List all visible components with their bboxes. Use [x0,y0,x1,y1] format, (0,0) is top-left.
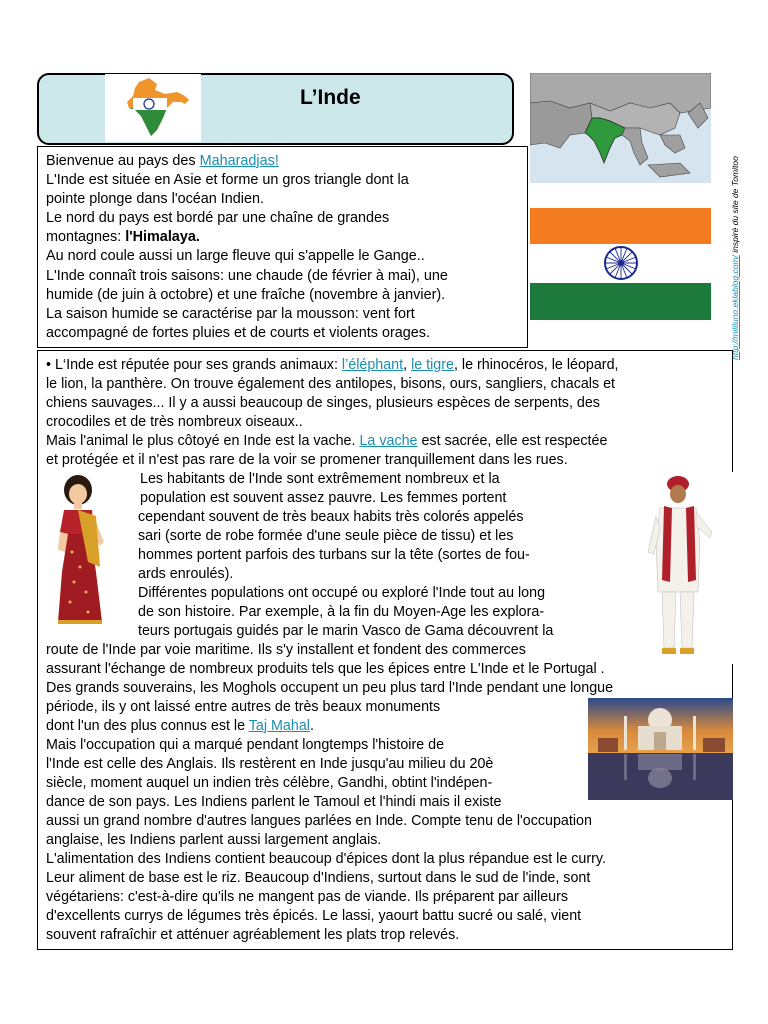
intro-line: La saison humide se caractérise par la mousson: vent fort [46,305,415,322]
intro-line: Le nord du pays est bordé par une chaîne de grandes [46,210,390,227]
intro-line: accompagné de fortes pluies et de courts et violents orages. [46,324,430,341]
page-title: L’Inde [300,86,361,109]
main-line: , [403,357,412,373]
intro-line: pointe plonge dans l'océan Indien. [46,191,264,208]
main-line: période, ils y ont laissé entre autres de très beaux monuments [46,699,441,715]
himalaya-bold: l'Himalaya. [125,229,200,246]
main-line: dance de son pays. Les Indiens parlent le Tamoul et l'hindi mais il existe [46,794,502,810]
main-line: est sacrée, elle est respectée [417,433,608,449]
elephant-link[interactable]: l’éléphant [341,357,404,373]
main-line: végétariens: c'est-à-dire qu'ils ne mangent pas de viande. Ils préparent par ailleurs [46,889,569,905]
maharadjas-link[interactable]: Maharadjas! [199,153,279,169]
tiger-link[interactable]: le tigre [411,357,454,373]
india-map-icon [105,74,201,142]
main-line: , le rhinocéros, le léopard, [453,357,619,373]
main-line: L'alimentation des Indiens contient beaucoup d'épices dont la plus répandue est le curry. [46,851,606,867]
main-line: de son histoire. Par exemple, à la fin du Moyen-Age les explora- [138,604,545,620]
intro-line: Bienvenue au pays des [46,153,200,169]
main-line: dont l'un des plus connus est le [46,718,249,734]
main-line: siècle, moment auquel un indien très célèbre, Gandhi, obtint l'indépen- [46,775,493,791]
main-line: ards enroulés). [138,566,234,582]
main-line: Leur aliment de base est le riz. Beaucoup d'Indiens, surtout dans le sud de l'inde, sont [46,870,591,886]
main-line: anglaise, les Indiens parlent aussi largement anglais. [46,832,382,848]
intro-line: humide (de juin à octobre) et une fraîche (novembre à janvier). [46,286,446,303]
credit-link[interactable]: http://mililuno.eklablog.com/ [730,255,740,360]
main-line: . [309,718,314,734]
sari-woman-image [38,472,122,630]
main-line: assurant l'échange de nombreux produits tels que les épices entre L'Inde et le Portugal . [46,661,605,677]
main-line: l'Inde est celle des Anglais. Ils restèrent en Inde jusqu'au milieu du 20è [46,756,494,772]
main-line: Différentes populations ont occupé ou exploré l'Inde tout au long [138,585,546,601]
main-line: • L‘Inde est réputée pour ses grands animaux: [46,357,342,373]
india-flag [530,208,711,320]
main-line: d'excellents currys de légumes très épicés. Le lassi, yaourt battu sucré ou salé, vient [46,908,582,924]
main-line: population est souvent assez pauvre. Les femmes portent [140,490,507,506]
turban-man-image [634,472,733,664]
main-line: route de l'Inde par voie maritime. Ils s'y installent et fondent des commerces [46,642,526,658]
main-line: aussi un grand nombre d'autres langues parlées en Inde. Compte tenu de l'occupation [46,813,592,829]
main-line: teurs portugais guidés par le marin Vasco de Gama découvrent la [138,623,554,639]
main-line: sari (sorte de robe formée d'une seule pièce de tissu) et les [138,528,514,544]
intro-line: L'Inde est située en Asie et forme un gros triangle dont la [46,172,409,189]
credit-text [712,90,740,360]
main-line: Des grands souverains, les Moghols occupent un peu plus tard l'Inde pendant une longue [46,680,614,696]
credit-label: inspiré du site de Tomitoo [730,156,740,256]
intro-text [46,152,516,343]
main-line: Mais l'occupation qui a marqué pendant longtemps l'histoire de [46,737,445,753]
intro-line: L'Inde connaît trois saisons: une chaude (de février à mai), une [46,267,448,284]
main-line: souvent rafraîchir et atténuer agréablement les plats trop relevés. [46,927,460,943]
main-line: hommes portent parfois des turbans sur la tête (sortes de fou- [138,547,530,563]
main-line: Les habitants de l'Inde sont extrêmement nombreux et la [140,471,500,487]
intro-line: montagnes: [46,229,126,246]
intro-line: Au nord coule aussi un large fleuve qui s'appelle le Gange.. [46,248,425,265]
main-line: crocodiles et de très nombreux oiseaux.. [46,414,303,430]
main-line: le lion, la panthère. On trouve également des antilopes, bisons, ours, sangliers, chacals et [46,376,616,392]
main-line: cependant souvent de très beaux habits très colorés appelés [138,509,524,525]
taj-mahal-link[interactable]: Taj Mahal [248,718,310,734]
main-line: et protégée et il n'est pas rare de la voir se promener tranquillement dans les rues. [46,452,568,468]
main-line: Mais l'animal le plus côtoyé en Inde est la vache. [46,433,360,449]
taj-mahal-image [588,698,733,800]
main-line: chiens sauvages... Il y a aussi beaucoup de singes, plusieurs espèces de serpents, des [46,395,600,411]
cow-link[interactable]: La vache [359,433,418,449]
asia-map [530,73,711,183]
